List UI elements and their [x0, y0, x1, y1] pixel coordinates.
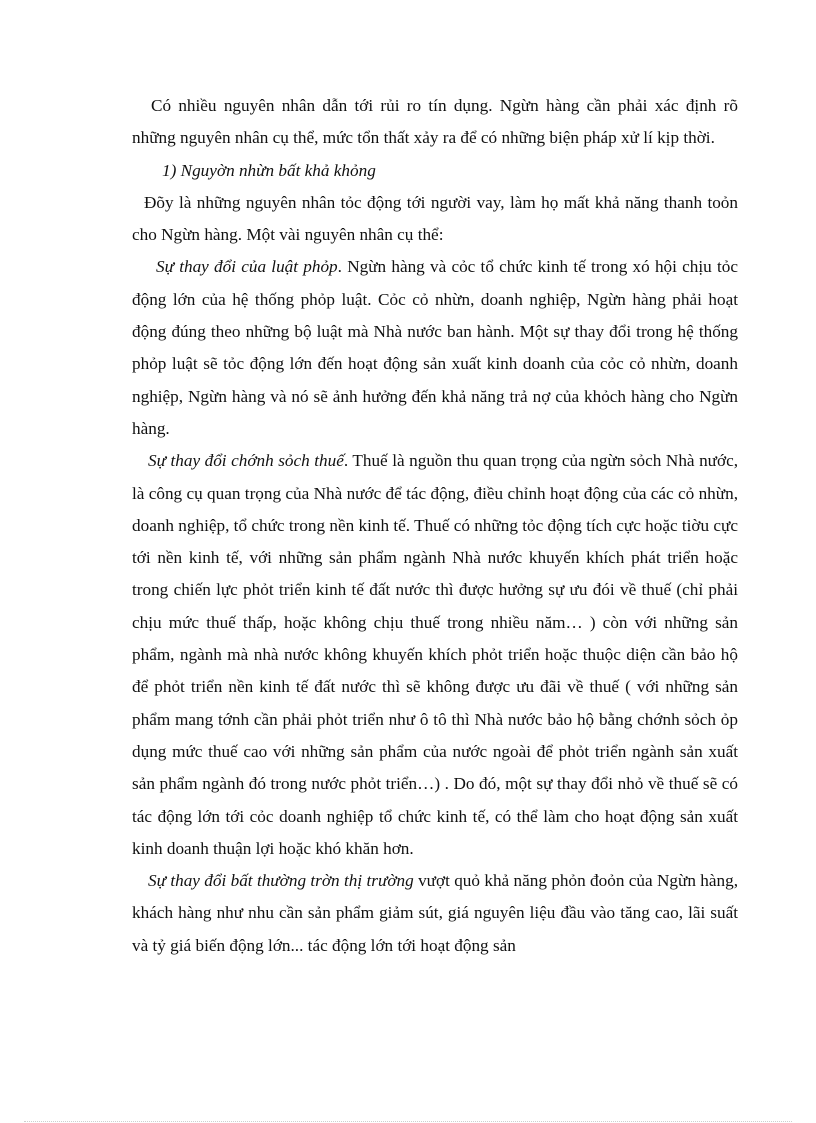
- paragraph-law-change: [132, 251, 738, 445]
- paragraph-lead-tax: Sự thay đổi chớnh sỏch thuế: [148, 451, 344, 471]
- paragraph-market-change: [132, 865, 738, 962]
- section-heading: 1) Nguyờn nhừn bất khả khỏng: [162, 160, 376, 180]
- paragraph-lead-law: Sự thay đổi của luật phỏp: [156, 257, 338, 277]
- intro-paragraph: Có nhiều nguyên nhân dẫn tới rủi ro tín dụng. Ngừn hàng cần phải xác định rõ những nguyên nhân cụ thể, mức tổn thất xảy ra để có những biện pháp xử lí kịp thời.: [132, 96, 738, 148]
- page-bottom-divider: [24, 1121, 792, 1122]
- paragraph-body-tax: . Thuế là nguồn thu quan trọng của ngừn sỏch Nhà nước, là công cụ quan trọng của Nhà nước để tác động, điều chỉnh hoạt động của các cỏ nhừn, doanh nghiệp, tổ chức trong nền kinh tế. Thuế có những tỏc động tích cực hoặc tiờu cực tới nền kinh tế, với những sản phẩm ngành Nhà nước khuyến khích phát triển hoặc trong chiến lực phỏt triển kinh tế đất nước thì được hưởng sự ưu đói về thuế (chỉ phải chịu mức thuế thấp, hoặc không chịu thuế trong nhiều năm… ) còn với những sản phẩm, ngành mà nhà nước không khuyến khích phỏt triển hoặc thuộc diện cần bảo hộ để phỏt triển nền kinh tế đất nước thì sẽ không được ưu đãi về thuế ( với những sản phẩm mang tớnh cần phải phỏt triển như ô tô thì Nhà nước bảo hộ bằng chớnh sỏch ỏp dụng mức thuế cao với những sản phẩm của nước ngoài để phỏt triển ngành sản xuất sản phẩm ngành đó trong nước phỏt triển…) . Do đó, một sự thay đổi nhỏ về thuế sẽ có tác động lớn tới cỏc doanh nghiệp tổ chức kinh tế, có thể làm cho hoạt động sản xuất kinh doanh thuận lợi hoặc khó khăn hơn.: [132, 451, 738, 858]
- document-body: [132, 90, 738, 962]
- paragraph-body-law: . Ngừn hàng và cỏc tổ chức kinh tế trong xó hội chịu tỏc động lớn của hệ thống phỏp luật. Cỏc cỏ nhừn, doanh nghiệp, Ngừn hàng phải hoạt động đúng theo những bộ luật mà Nhà nước ban hành. Một sự thay đổi trong hệ thống phỏp luật sẽ tỏc động lớn đến hoạt động sản xuất kinh doanh của cỏc cỏ nhừn, doanh nghiệp, Ngừn hàng và nó sẽ ảnh hưởng đến khả năng trả nợ của khỏch hàng cho Ngừn hàng.: [132, 257, 738, 438]
- paragraph-body-market: vượt quỏ khả năng phỏn đoỏn của Ngừn hàng, khách hàng như nhu cần sản phẩm giảm sút, giá nguyên liệu đầu vào tăng cao, lãi suất và tỷ giá biến động lớn... tác động lớn tới hoạt động sản: [132, 871, 738, 955]
- paragraph-tax-change: [132, 445, 738, 865]
- paragraph-causes-intro: Đõy là những nguyên nhân tỏc động tới người vay, làm họ mất khả năng thanh toỏn cho Ngừn hàng. Một vài nguyên nhân cụ thể:: [132, 192, 738, 245]
- paragraph-lead-market: Sự thay đổi bất thường trờn thị trường: [148, 871, 414, 891]
